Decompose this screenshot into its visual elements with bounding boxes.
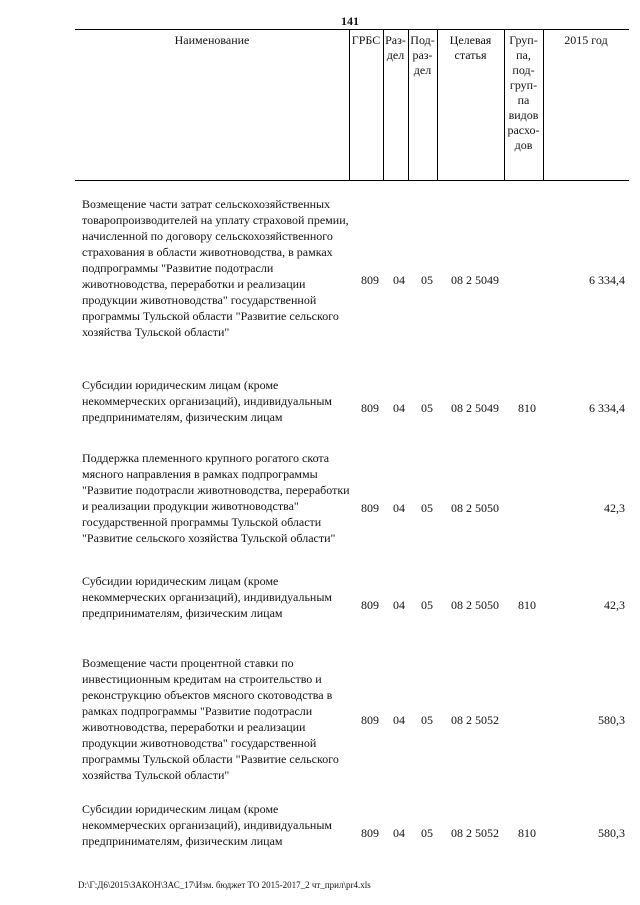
row-celevaya: 08 2 5049 [451, 401, 499, 415]
row-celevaya: 08 2 5052 [451, 826, 499, 840]
row-grbs: 809 [361, 713, 379, 727]
row-razdel: 04 [393, 713, 405, 727]
row-name: Субсидии юридическим лицам (кроме некоммерческих организаций), индивидуальным предпринимателям, физическим лицам [82, 802, 332, 848]
header-grbs: ГРБС [351, 33, 381, 47]
row-razdel: 04 [393, 273, 405, 287]
row-sum: 580,3 [598, 713, 625, 727]
row-podrazdel: 05 [421, 501, 433, 515]
row-razdel: 04 [393, 401, 405, 415]
row-name: Возмещение части затрат сельскохозяйственных товаропроизводителей на уплату страховой премии, начисленной по договору сельскохозяйственного страхования в области животноводства, в рамках подпрограммы "Развитие подотрасли животноводства, переработки и реализации продукции животноводства" государственной программы Тульской области "Развитие сельского хозяйства Тульской области" [82, 197, 349, 339]
row-name: Возмещение части процентной ставки по инвестиционным кредитам на строительство и реконструкцию объектов мясного скотоводства в рамках подпрограммы "Развитие подотрасли животноводства, переработки и реализации продукции животноводства" государственной программы Тульской области "Развитие сельского хозяйства Тульской области" [82, 656, 339, 782]
row-razdel: 04 [393, 826, 405, 840]
row-gruppa: 810 [518, 826, 536, 840]
header-name: Наименование [174, 33, 250, 47]
row-razdel: 04 [393, 598, 405, 612]
row-grbs: 809 [361, 401, 379, 415]
row-sum: 42,3 [604, 598, 625, 612]
header-divider [543, 30, 544, 180]
row-gruppa: 810 [518, 598, 536, 612]
row-name: Поддержка племенного крупного рогатого скота мясного направления в рамках подпрограммы "Развитие подотрасли животноводства, переработки и реализации продукции животноводства" государственной программы Тульской области "Развитие сельского хозяйства Тульской области" [82, 451, 350, 545]
row-razdel: 04 [393, 501, 405, 515]
header-podrazdel: Под- раз- дел [410, 33, 435, 77]
file-path-footer: D:\Г:Д6\2015\ЗАКОН\ЗАС_17\Изм. бюджет ТО 2015-2017_2 чт_прил\pr4.xls [78, 880, 371, 890]
header-celevaya: Целевая статья [449, 33, 492, 62]
header-year: 2015 год [564, 33, 608, 47]
row-name: Субсидии юридическим лицам (кроме некоммерческих организаций), индивидуальным предпринимателям, физическим лицам [82, 574, 332, 620]
row-celevaya: 08 2 5049 [451, 273, 499, 287]
row-sum: 6 334,4 [589, 273, 625, 287]
header-gruppa: Груп- па, под- груп- па видов расхо- дов [507, 33, 540, 152]
row-sum: 6 334,4 [589, 401, 625, 415]
table-header [75, 29, 629, 181]
page-number: 141 [341, 14, 359, 28]
row-celevaya: 08 2 5050 [451, 598, 499, 612]
row-grbs: 809 [361, 598, 379, 612]
header-razdel: Раз- дел [385, 33, 406, 62]
row-grbs: 809 [361, 273, 379, 287]
row-podrazdel: 05 [421, 598, 433, 612]
row-sum: 580,3 [598, 826, 625, 840]
row-celevaya: 08 2 5050 [451, 501, 499, 515]
header-divider [349, 30, 350, 180]
row-name: Субсидии юридическим лицам (кроме некоммерческих организаций), индивидуальным предпринимателям, физическим лицам [82, 378, 332, 424]
row-podrazdel: 05 [421, 713, 433, 727]
row-celevaya: 08 2 5052 [451, 713, 499, 727]
row-grbs: 809 [361, 501, 379, 515]
row-podrazdel: 05 [421, 273, 433, 287]
row-podrazdel: 05 [421, 401, 433, 415]
row-sum: 42,3 [604, 501, 625, 515]
row-podrazdel: 05 [421, 826, 433, 840]
row-gruppa: 810 [518, 401, 536, 415]
row-grbs: 809 [361, 826, 379, 840]
